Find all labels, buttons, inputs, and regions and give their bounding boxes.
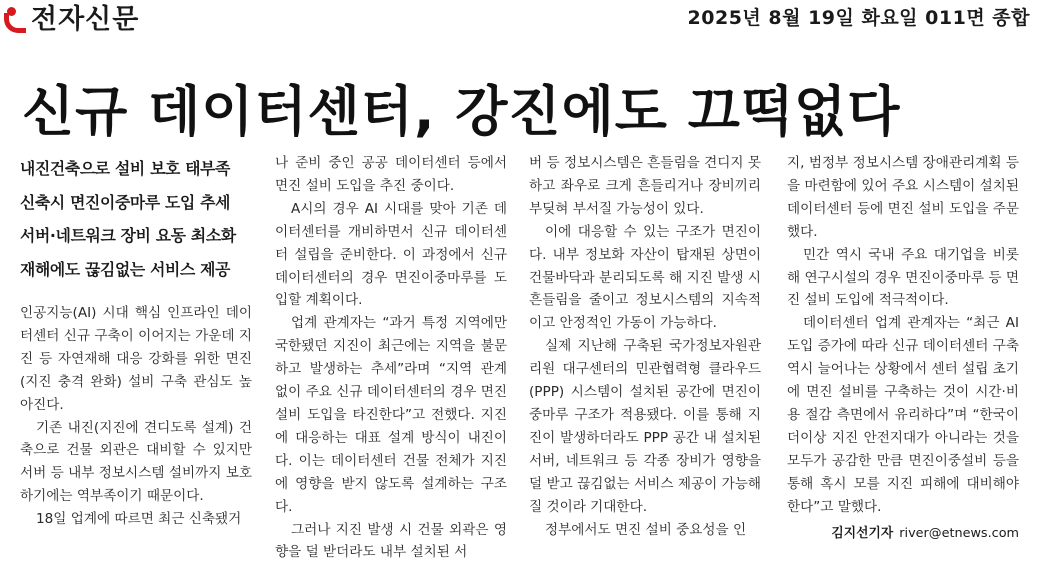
article-headline: 신규 데이터센터, 강진에도 끄떡없다 bbox=[22, 80, 901, 144]
body-paragraph: 이에 대응할 수 있는 구조가 면진이다. 내부 정보화 자산이 탑재된 상면이 건물바닥과 분리되도록 해 지진 발생 시 흔들림을 줄이고 정보시스템의 지속적이고 안정적인 가동이 가능하다. bbox=[529, 223, 761, 332]
body-paragraph: 지, 범정부 정보시스템 장애관리계획 등을 마련함에 있어 주요 시스템이 설치된 데이터센터 등에 면진 설비 도입을 주문했다. bbox=[787, 155, 1019, 240]
subhead-line: 내진건축으로 설비 보호 태부족 bbox=[20, 159, 231, 178]
masthead bbox=[0, 0, 1040, 42]
article-column-4 bbox=[787, 152, 1019, 545]
body-paragraph: 실제 지난해 구축된 국가정보자원관리원 대구센터의 민관협력형 클라우드(PPP) 시스템이 설치된 공간에 면진이중마루 구조가 적용됐다. 이를 통해 지진이 발생하더라도 PPP 공간 내 설치된 서버, 네트워크 등 각종 장비가 영향을 덜 받고 끊김없는 서비스 제공이 가능해질 것이라 기대한다. bbox=[529, 338, 761, 515]
byline bbox=[787, 523, 1019, 546]
body-paragraph: 업계 관계자는 “과거 특정 지역에만 국한됐던 지진이 최근에는 지역을 불문하고 발생하는 추세”라며 “지역 관계 없이 주요 신규 데이터센터의 경우 면진 설비 도입을 타진한다”고 전했다. 지진에 대응하는 대표 설계 방식이 내진이다. 이는 데이터센터 건물 전체가 지진에 영향을 받지 않도록 설계하는 구조다. bbox=[275, 315, 507, 515]
body-paragraph: 버 등 정보시스템은 흔들림을 견디지 못하고 좌우로 크게 흔들리거나 장비끼리 부딪혀 부서질 가능성이 있다. bbox=[529, 155, 761, 217]
issue-date-page-info: 2025년 8월 19일 화요일 011면 종합 bbox=[687, 7, 1030, 29]
body-paragraph: 인공지능(AI) 시대 핵심 인프라인 데이터센터 신규 구축이 이어지는 가운데 지진 등 자연재해 대응 강화를 위한 면진(지진 충격 완화) 설비 구축 관심도 높아진다. bbox=[20, 305, 252, 413]
body-paragraph: 정부에서도 면진 설비 중요성을 인 bbox=[545, 521, 747, 538]
article-column-3 bbox=[529, 152, 761, 541]
body-paragraph: 데이터센터 업계 관계자는 “최근 AI 도입 증가에 따라 신규 데이터센터 구축 역시 늘어나는 상황에서 센터 설립 초기에 면진 설비를 구축하는 것이 시간·비용 절감 측면에서 유리하다”며 “한국이 더이상 지진 안전지대가 아니라는 것을 모두가 공감한 만큼 면진이중설비 등을 통해 혹시 모를 지진 피해에 대비해야 한다”고 말했다. bbox=[787, 315, 1019, 515]
subhead-line: 신축시 면진이중마루 도입 추세 bbox=[20, 192, 231, 212]
subhead-line: 서버·네트워크 장비 요동 최소화 bbox=[20, 226, 236, 245]
article-subheads bbox=[20, 152, 252, 286]
article-column-2 bbox=[275, 152, 507, 564]
body-paragraph: 민간 역시 국내 주요 대기업을 비롯해 연구시설의 경우 면진이중마루 등 면진 설비 도입에 적극적이다. bbox=[787, 246, 1019, 309]
article-column-1 bbox=[20, 152, 252, 531]
body-paragraph: A시의 경우 AI 시대를 맞아 기존 데이터센터를 개비하면서 신규 데이터센터 설립을 준비한다. 이 과정에서 신규 데이터센터의 경우 면진이중마루를 도입할 계획이다. bbox=[275, 200, 507, 309]
body-paragraph: 기존 내진(지진에 견디도록 설계) 건축으로 건물 외관은 대비할 수 있지만 서버 등 내부 정보시스템 설비까지 보호하기에는 역부족이기 때문이다. bbox=[20, 419, 252, 505]
newspaper-name: 전자신문 bbox=[31, 4, 140, 35]
body-paragraph: 18일 업계에 따르면 최근 신축됐거 bbox=[36, 511, 242, 528]
body-paragraph: 나 준비 중인 공공 데이터센터 등에서 면진 설비 도입을 추진 중이다. bbox=[275, 155, 507, 194]
body-paragraph: 그러나 지진 발생 시 건물 외곽은 영향을 덜 받더라도 내부 설치된 서 bbox=[275, 521, 507, 561]
reporter-email: river@etnews.com bbox=[899, 525, 1019, 541]
reporter-name: 김지선기자 bbox=[831, 525, 894, 541]
subhead-line: 재해에도 끊김없는 서비스 제공 bbox=[20, 259, 231, 279]
